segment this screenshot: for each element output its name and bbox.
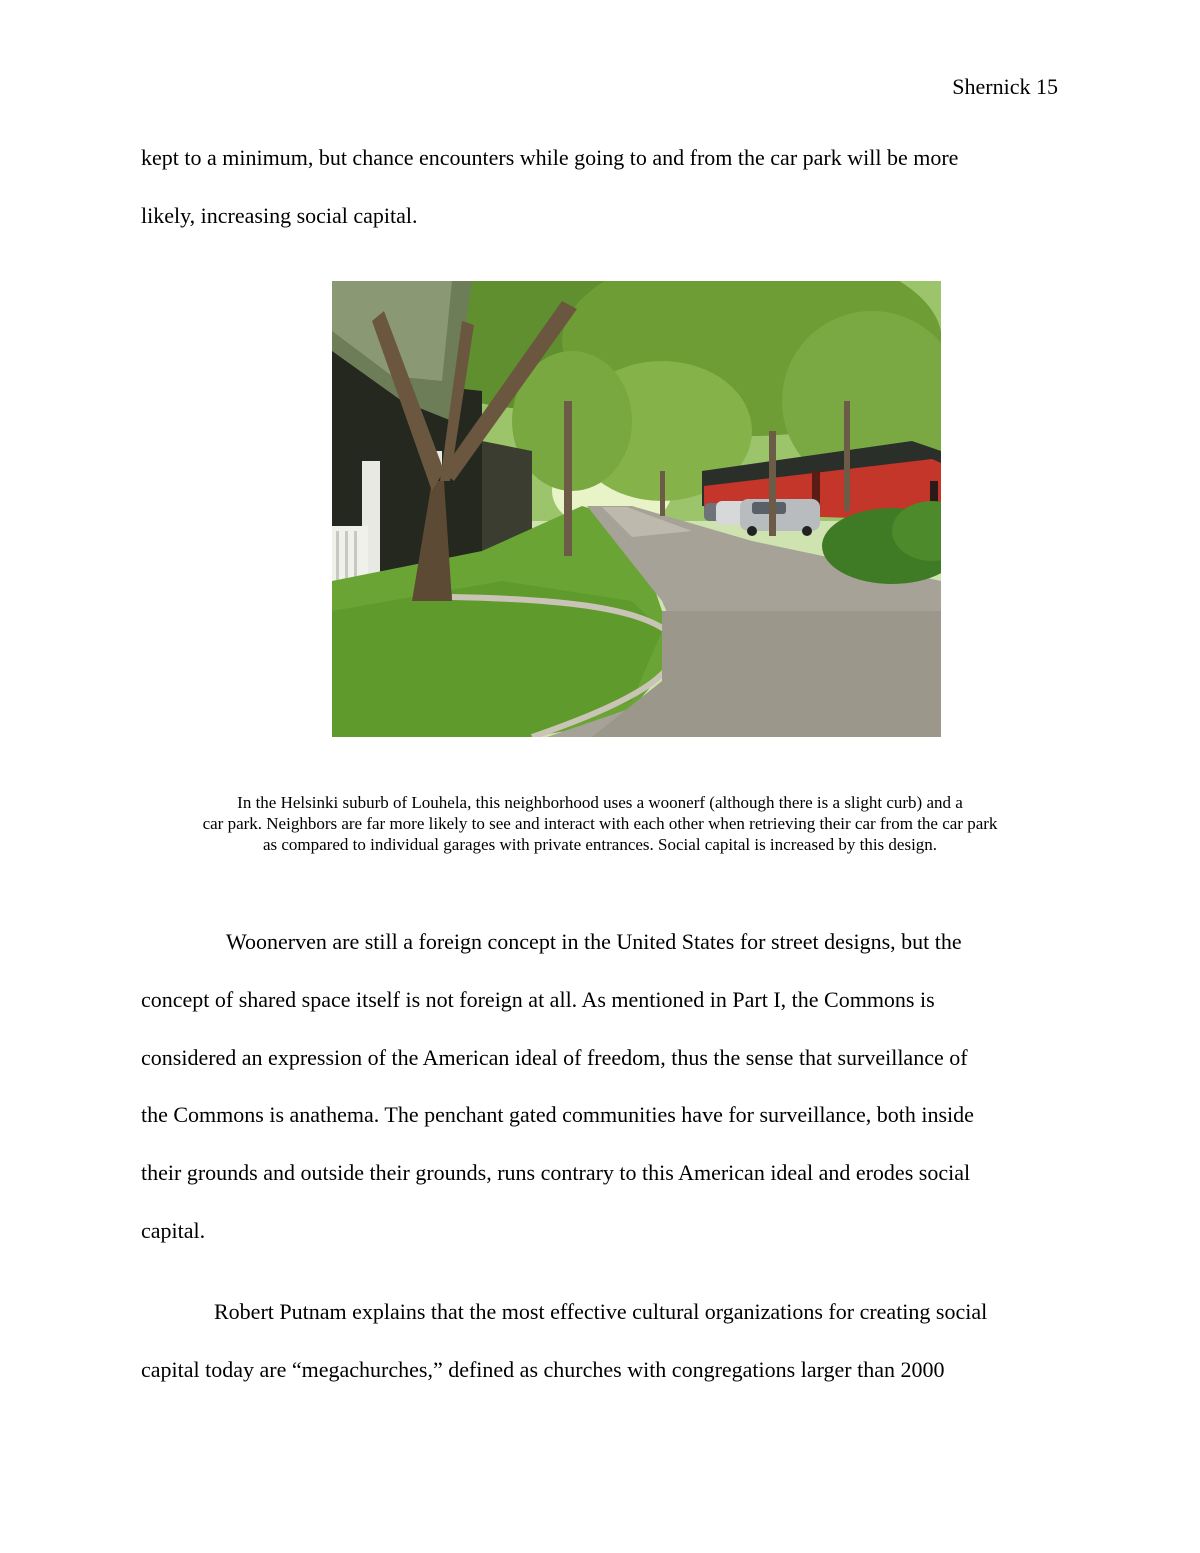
figure-caption <box>130 792 1070 855</box>
body-line: capital today are “megachurches,” defined as churches with congregations larger than 2000 <box>141 1357 945 1382</box>
caption-line: as compared to individual garages with private entrances. Social capital is increased by this design. <box>262 835 938 854</box>
body-line: considered an expression of the American ideal of freedom, thus the sense that surveillance of <box>141 1045 968 1070</box>
caption-line: In the Helsinki suburb of Louhela, this neighborhood uses a woonerf (although there is a slight curb) and a <box>237 793 963 812</box>
body-line: the Commons is anathema. The penchant gated communities have for surveillance, both inside <box>141 1102 974 1127</box>
body-line: likely, increasing social capital. <box>141 203 418 228</box>
body-line: concept of shared space itself is not foreign at all. As mentioned in Part I, the Commons is <box>141 987 935 1012</box>
caption-line: car park. Neighbors are far more likely to see and interact with each other when retrieving their car from the car park <box>202 814 998 833</box>
body-line: their grounds and outside their grounds, runs contrary to this American ideal and erodes social <box>141 1160 971 1185</box>
street-photo <box>332 281 941 737</box>
running-head: Shernick 15 <box>952 74 1058 99</box>
body-line: Robert Putnam explains that the most effective cultural organizations for creating social <box>214 1299 988 1324</box>
body-line: Woonerven are still a foreign concept in the United States for street designs, but the <box>226 929 962 954</box>
body-line: kept to a minimum, but chance encounters while going to and from the car park will be more <box>141 145 959 170</box>
body-line: capital. <box>141 1218 206 1243</box>
